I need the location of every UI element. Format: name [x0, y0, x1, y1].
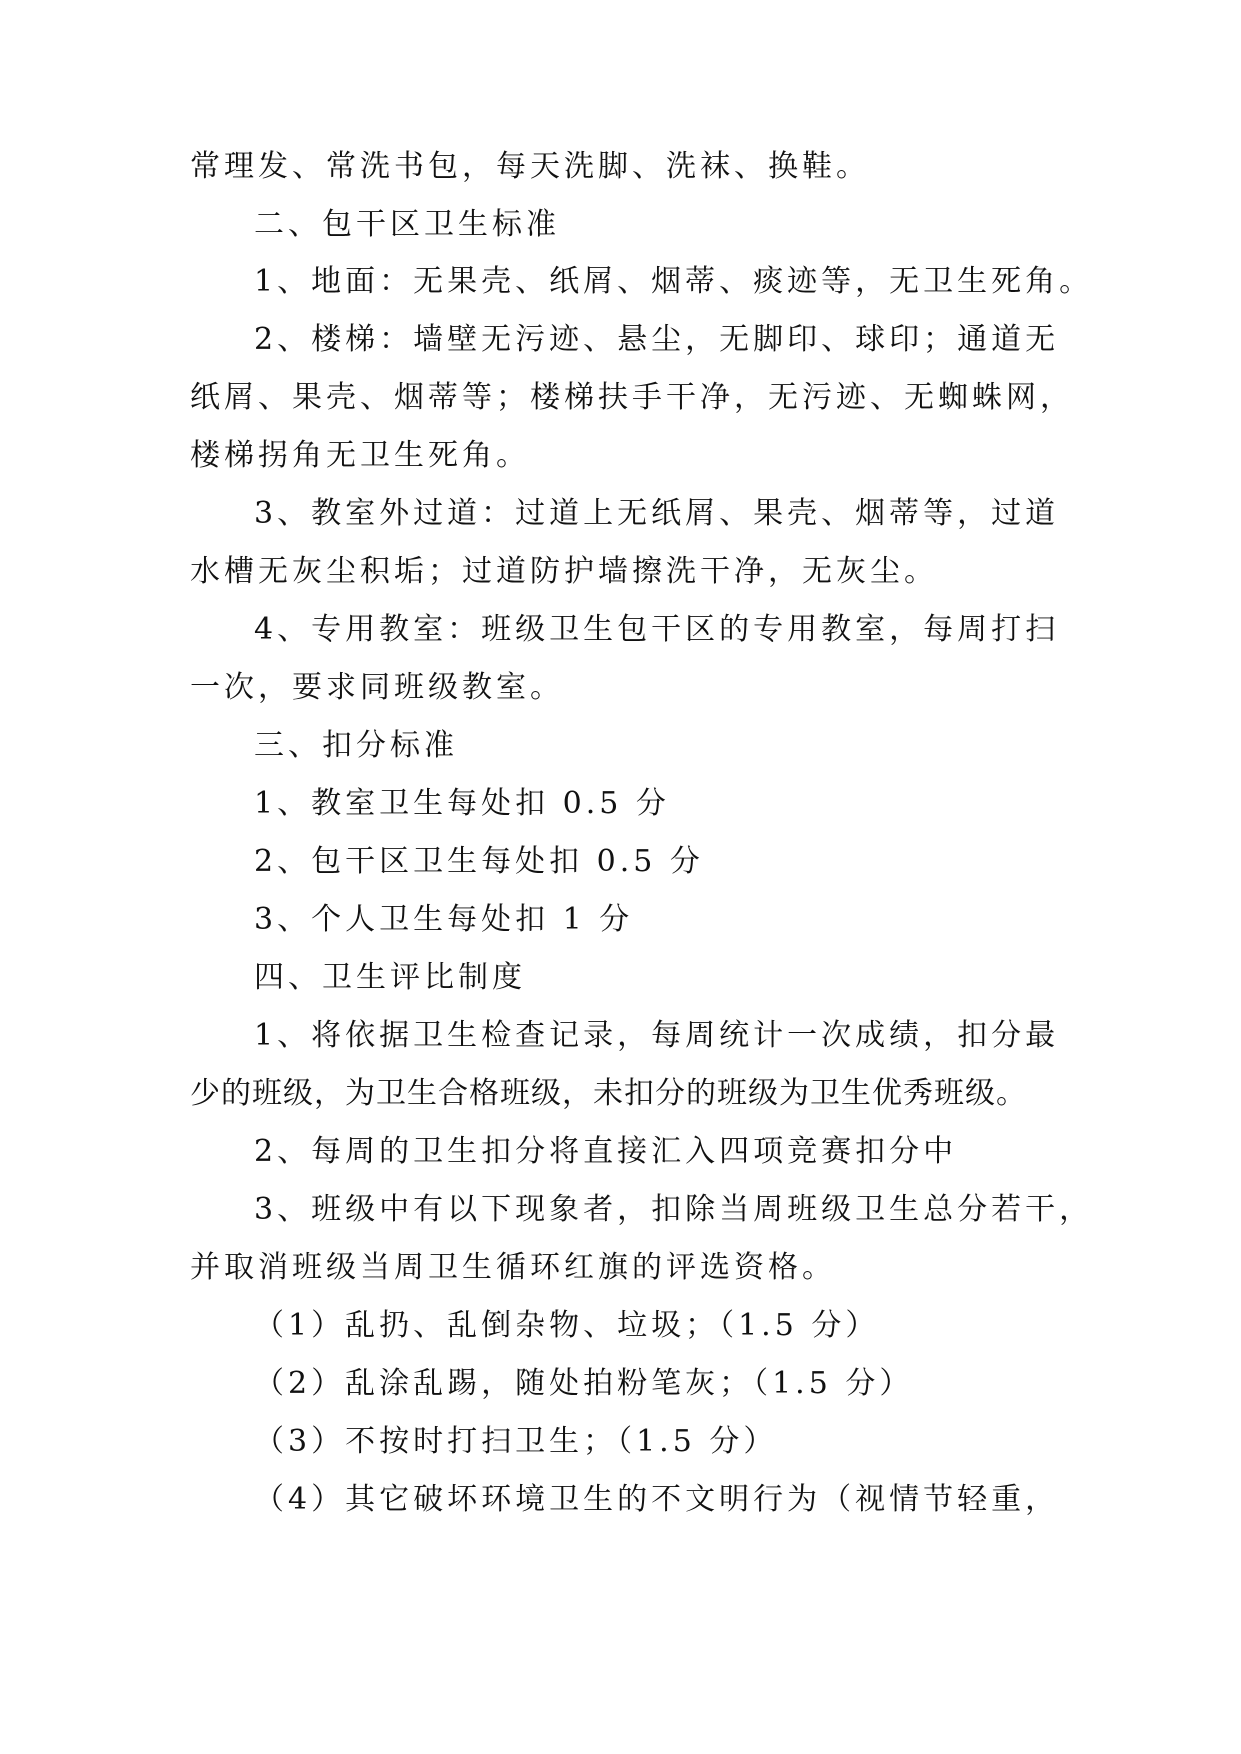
list-item: 3、班级中有以下现象者，扣除当周班级卫生总分若干，: [254, 1192, 1094, 1227]
list-item: 2、楼梯：墙壁无污迹、悬尘，无脚印、球印；通道无: [254, 322, 1060, 357]
body-text-line: 一次，要求同班级教室。: [190, 670, 564, 705]
list-item: 2、每周的卫生扣分将直接汇入四项竞赛扣分中: [254, 1134, 958, 1169]
list-item: 3、教室外过道：过道上无纸屑、果壳、烟蒂等，过道: [254, 496, 1060, 531]
list-item: 1、教室卫生每处扣 0.5 分: [254, 786, 670, 821]
list-item: 2、包干区卫生每处扣 0.5 分: [254, 844, 704, 879]
body-text-line: 水槽无灰尘积垢；过道防护墙擦洗干净，无灰尘。: [190, 554, 938, 589]
sub-list-item: （3）不按时打扫卫生；（1.5 分）: [254, 1424, 778, 1459]
body-text-line: 少的班级，为卫生合格班级，未扣分的班级为卫生优秀班级。: [190, 1076, 1027, 1111]
body-text-line: 楼梯拐角无卫生死角。: [190, 438, 530, 473]
sub-list-item: （1）乱扔、乱倒杂物、垃圾；（1.5 分）: [254, 1308, 880, 1343]
body-text-line: 常理发、常洗书包，每天洗脚、洗袜、换鞋。: [190, 149, 870, 184]
sub-list-item: （2）乱涂乱踢，随处拍粉笔灰；（1.5 分）: [254, 1366, 914, 1401]
section-heading: 三、扣分标准: [254, 728, 458, 763]
sub-list-item: （4）其它破坏环境卫生的不文明行为（视情节轻重，: [254, 1482, 1060, 1517]
list-item: 1、地面：无果壳、纸屑、烟蒂、痰迹等，无卫生死角。: [254, 264, 1094, 299]
section-heading: 四、卫生评比制度: [254, 960, 526, 995]
list-item: 1、将依据卫生检查记录，每周统计一次成绩，扣分最: [254, 1018, 1060, 1053]
body-text-line: 并取消班级当周卫生循环红旗的评选资格。: [190, 1250, 836, 1285]
section-heading: 二、包干区卫生标准: [254, 207, 560, 242]
list-item: 4、专用教室：班级卫生包干区的专用教室，每周打扫: [254, 612, 1060, 647]
body-text-line: 纸屑、果壳、烟蒂等；楼梯扶手干净，无污迹、无蜘蛛网，: [190, 380, 1074, 415]
list-item: 3、个人卫生每处扣 1 分: [254, 902, 634, 937]
